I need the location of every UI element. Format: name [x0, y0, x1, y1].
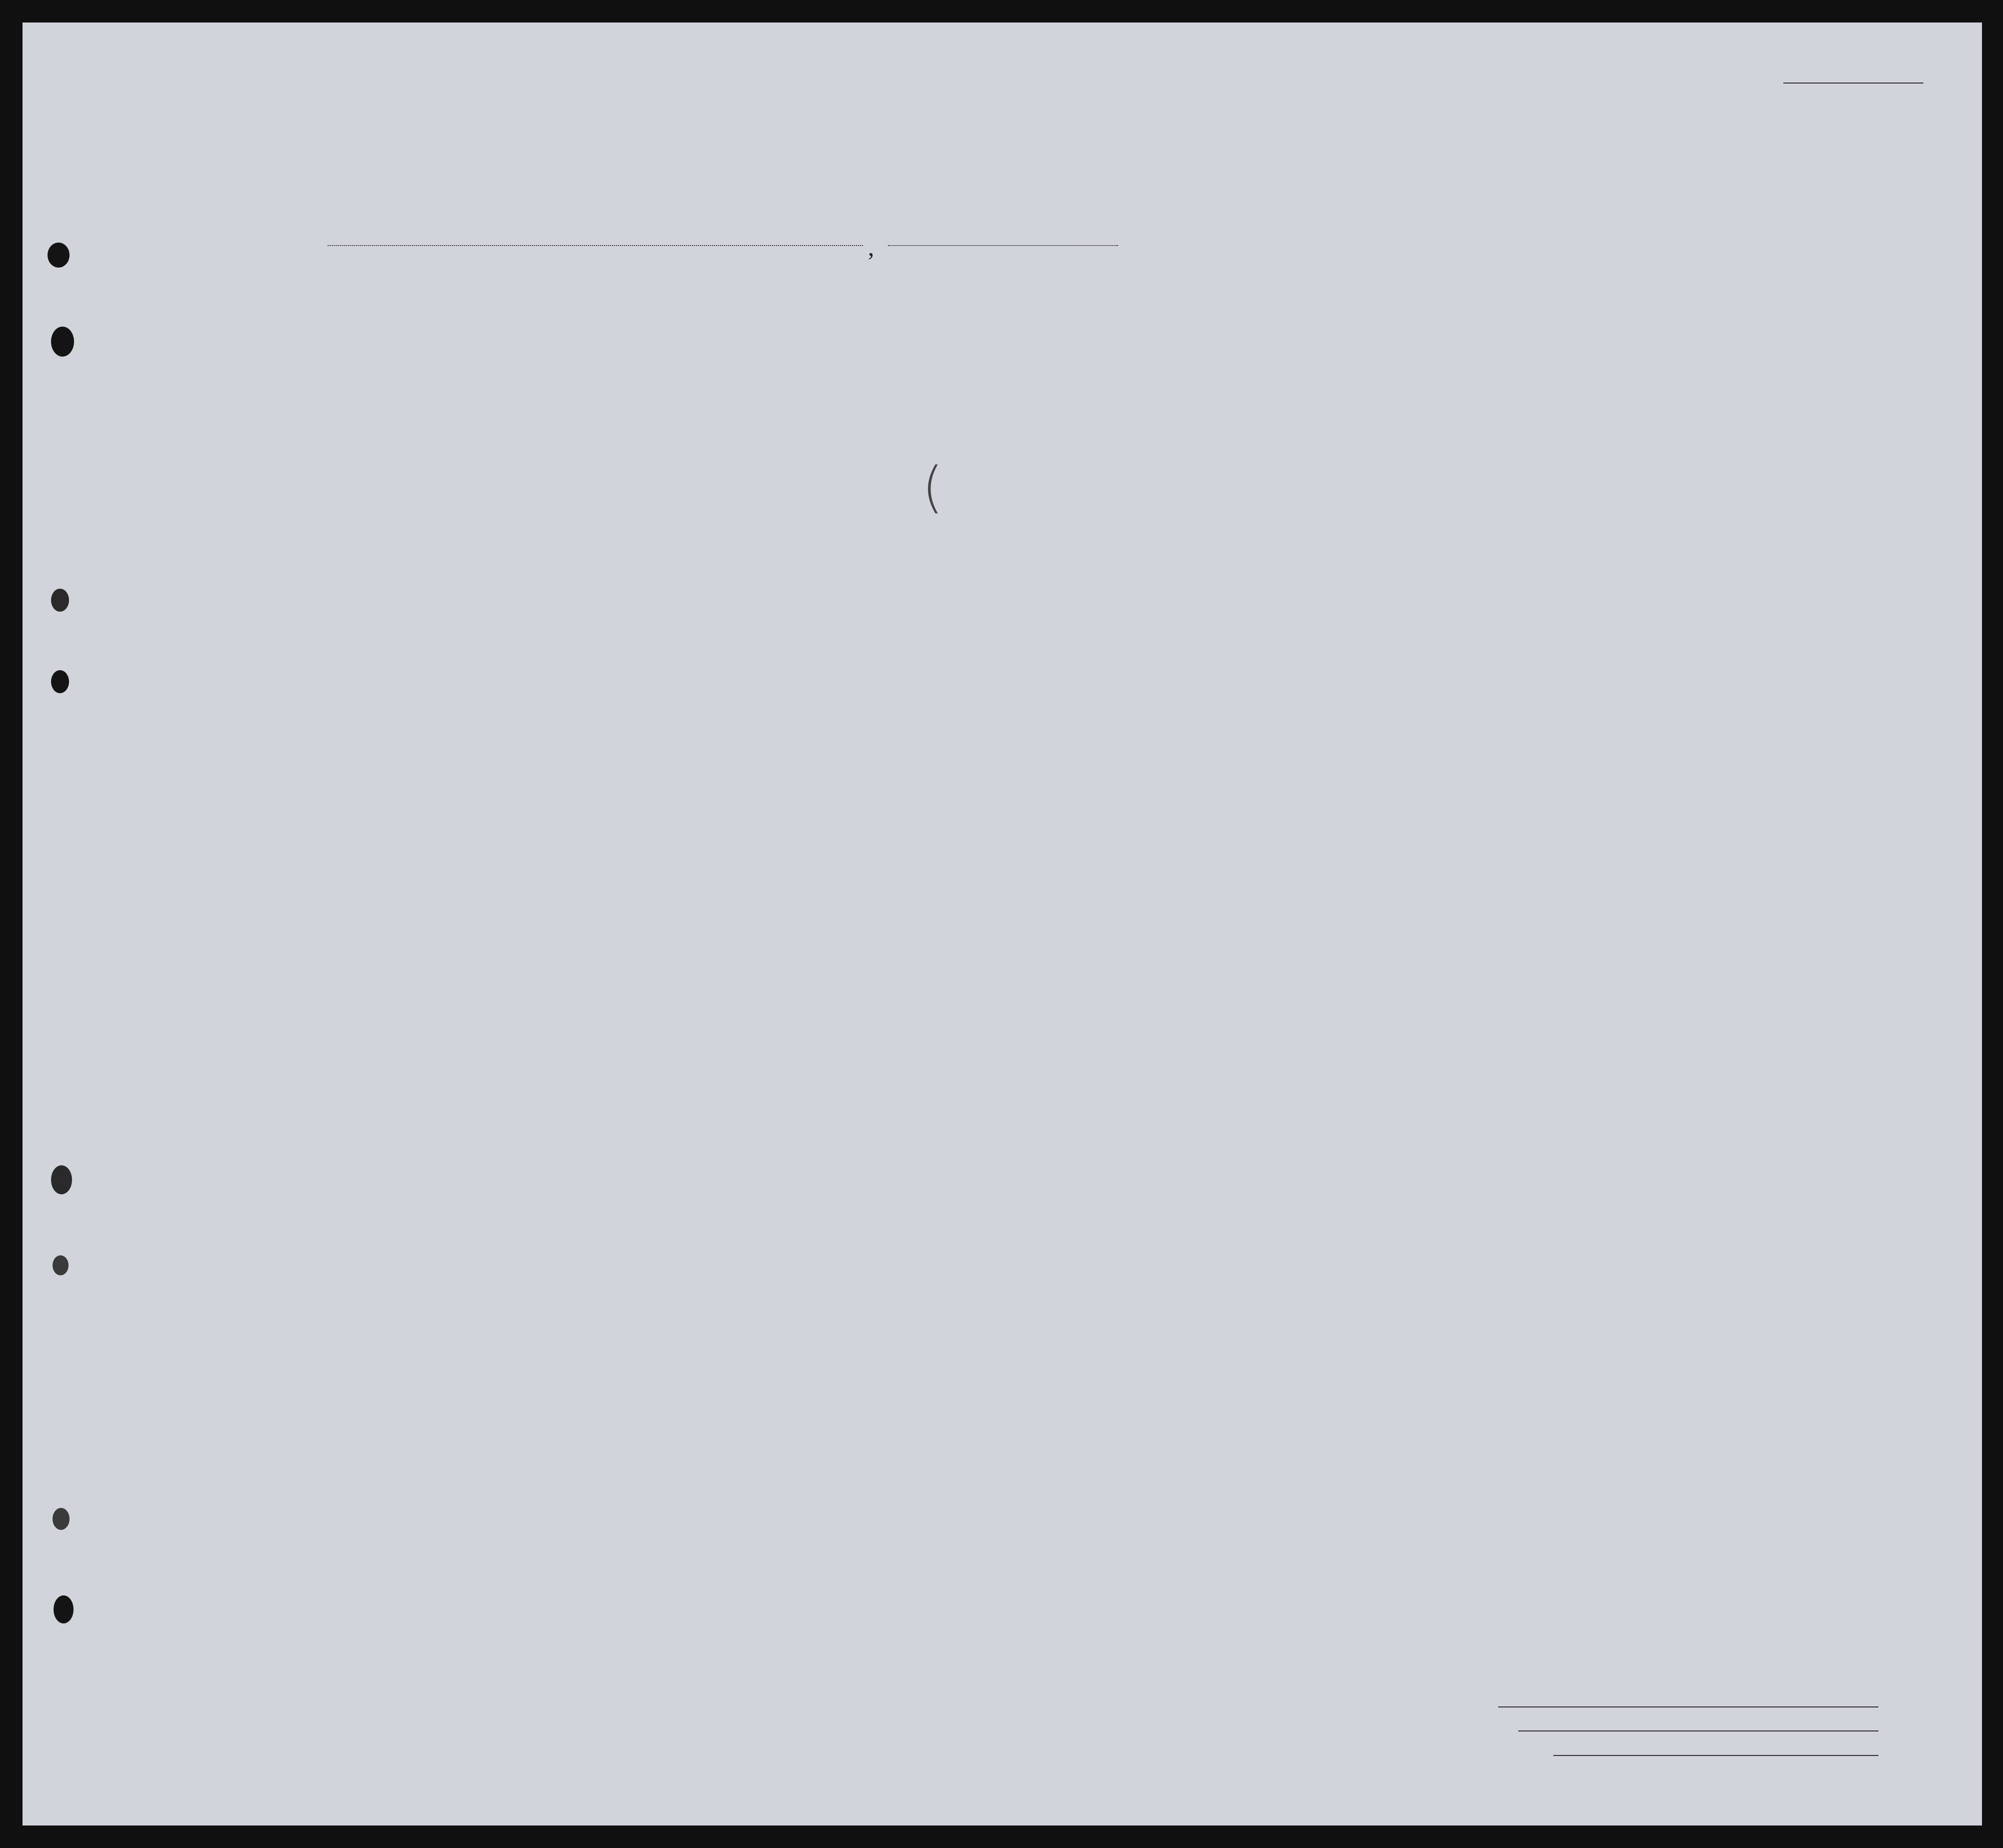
binder-hole [48, 243, 70, 268]
header-col-31 [1506, 303, 1521, 428]
header-col-28 [1383, 303, 1405, 428]
manifest-sheet: , ( [23, 23, 1982, 1825]
binder-hole [51, 327, 74, 357]
header-col-30 [1482, 303, 1497, 428]
binder-hole [53, 1255, 69, 1275]
header-col-25 [1279, 303, 1300, 428]
binder-hole [51, 1165, 72, 1194]
header-col-29 [1438, 303, 1460, 428]
binder-hole [51, 670, 69, 693]
binder-hole [54, 1595, 74, 1623]
header-col-24-b [1215, 330, 1236, 428]
binder-hole [53, 1508, 70, 1530]
table-grid [23, 23, 1982, 1825]
header-col-24-a [1186, 330, 1207, 428]
header-col-24-c [1243, 330, 1264, 428]
binder-hole [51, 589, 69, 612]
